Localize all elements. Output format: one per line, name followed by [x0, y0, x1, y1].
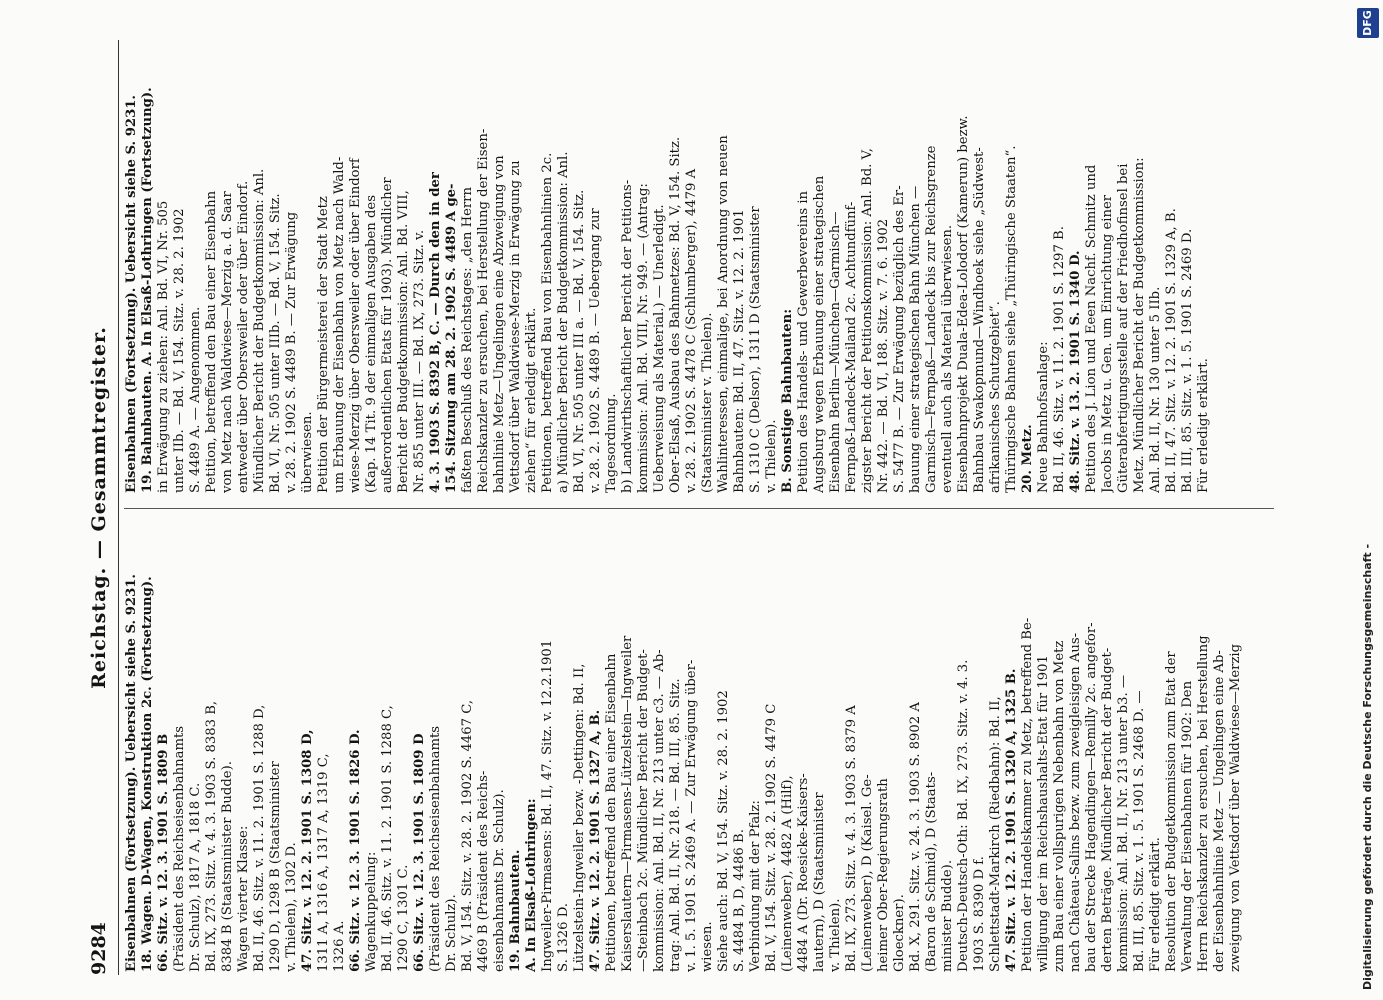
text-line: Bd. VI, Nr. 505 unter III a. — Bd. V, 154. Sitz. — [572, 189, 587, 493]
text-line: in Erwägung zu ziehen: Anl. Bd. VI, Nr. 505 — [156, 200, 171, 493]
text-line: 66. Sitz. v. 12. 3. 1901 S. 1809 B — [156, 733, 171, 972]
text-line: Petition, betreffend den Bau einer Eisenbahn — [204, 190, 219, 493]
header-rule — [118, 40, 119, 975]
text-line: v. 1. 5. 1901 S. 2469 A. — Zur Erwägung über- — [684, 659, 699, 972]
text-line: Dr. Schulz). — [444, 894, 459, 972]
text-line: 47. Sitz. v. 12. 2. 1901 S. 1308 D, — [300, 729, 315, 972]
text-line: Deutsch-Deutsch-Oth: Bd. IX, 273. Sitz. v. 4. 3. — [956, 659, 971, 972]
text-line: v. 28. 2. 1902 S. 4489 B. — Uebergang zur — [588, 208, 603, 493]
text-line: 66. Sitz. v. 12. 3. 1901 S. 1826 D. — [348, 729, 363, 972]
text-line: Bd. II, 47. Sitz. v. 12. 2. 1901 S. 1329 A, B. — [1164, 208, 1179, 493]
text-line: 1290 C, 1301 C. — [396, 864, 411, 972]
text-line: der Eisenbahnlinie Metz — Ungelingen eine Ab- — [1212, 650, 1227, 972]
text-line: bahnlinie Metz—Ungelingen eine Abzweigung von — [492, 155, 507, 493]
text-line: 20. Metz. — [1020, 424, 1035, 493]
text-line: 4469 B (Präsident des Reichs- — [476, 770, 491, 972]
text-line: um Erbauung der Eisenbahn von Metz nach Wald- — [332, 156, 347, 493]
text-line: kommission: Anl. Bd. II, Nr. 213 unter b3. — — [1116, 674, 1131, 972]
text-line: S. 5477 B. — Zur Erwägung bezüglich des Er- — [892, 185, 907, 493]
text-line: (Leinenweber), D (Kaisel. Ge- — [860, 774, 875, 972]
text-line: bau der Strecke Hagendingen—Remilly 2c. angefor- — [1084, 622, 1099, 972]
text-line: Neue Bahnhofsanlage: — [1036, 341, 1051, 493]
text-line: 4484 A (Dr. Roesicke-Kaisers- — [796, 773, 811, 972]
dfg-notice-text: Digitalisierung gefördert durch die Deutsche Forschungsgemeinschaft - — [1361, 543, 1374, 990]
text-line: Jacobs in Metz u. Gen. um Einrichtung einer — [1100, 194, 1115, 493]
text-line: Petition der Handelskammer zu Metz, betreffend Be- — [1020, 617, 1035, 972]
text-line: Fernpaß-Landeck-Mailand 2c. Achtundfünf- — [844, 201, 859, 493]
text-line: Bd. II, 46. Sitz. v. 11. 2. 1901 S. 1288 C, — [380, 705, 395, 972]
text-line: 48. Sitz. v. 13. 2. 1901 S. 1340 D. — [1068, 250, 1083, 493]
right-column — [124, 38, 1212, 493]
text-line: Bd. V, 154. Sitz. v. 28. 2. 1902 S. 4467 C, — [460, 699, 475, 972]
text-line: Mündlicher Bericht der Budgetkommission: Anl. — [252, 168, 267, 493]
text-line: v. Thielen). — [828, 898, 843, 972]
text-line: 1903 S. 8390 D f. — [972, 856, 987, 972]
text-line: 18. Wagen. D-Wagen, Konstruktion 2c. (Fortsetzung). — [140, 576, 155, 972]
text-line: ziehen“ für erledigt erklärt. — [524, 307, 539, 493]
text-line: Verwaltung der Eisenbahnen für 1902: Den — [1180, 680, 1195, 972]
text-line: Für erledigt erklärt. — [1196, 358, 1211, 493]
text-line: trag: Anl. Bd. II, Nr. 218. — Bd. III, 85. Sitz. — [668, 678, 683, 972]
text-line: 1326 A. — [332, 920, 347, 972]
text-line: Bd. III, 85. Sitz. v. 1. 5. 1901 S. 2468 D. — — [1132, 690, 1147, 972]
text-line: (Baron de Schmid), D (Staats- — [924, 771, 939, 972]
text-line: 8384 B (Staatsminister Budde). — [220, 761, 235, 972]
text-line: heimer Ober-Regierungsrath — [876, 778, 891, 972]
text-line: Vettsdorf über Waldwiese-Merzig in Erwägung zu — [508, 160, 523, 493]
digitization-notice — [1355, 0, 1383, 1000]
text-line: Güterabfertigungsstelle auf der Friedhofinsel bei — [1116, 163, 1131, 493]
text-line: Petition der Bürgermeisterei der Stadt Metz — [316, 196, 331, 493]
text-line: lautern), D (Staatsminister — [812, 792, 827, 972]
text-line: Bahnbau Swakopmund—Windhoek siehe „Südwest- — [972, 147, 987, 493]
text-line: Petitionen, betreffend Bau von Eisenbahnlinien 2c. — [540, 152, 555, 493]
text-line: Ueberweisung als Material.) — Unerledigt. — [652, 204, 667, 493]
text-line: Resolution der Budgetkommission zum Etat der — [1164, 651, 1179, 972]
text-line: derten Beträge. Mündlicher Bericht der Budget- — [1100, 647, 1115, 972]
text-line: Thüringische Bahnen siehe „Thüringische Staaten“. — [1004, 145, 1019, 493]
text-line: Eisenbahnprojekt Duala-Edea-Lolodorf (Kamerun) bezw. — [956, 115, 971, 493]
text-line: überwiesen. — [300, 411, 315, 493]
text-line: kommission: Anl. Bd. II, Nr. 213 unter c3. — Ab- — [652, 649, 667, 972]
text-line: minister Budde). — [940, 859, 955, 972]
text-line: Petition des Handels- und Gewerbevereins in — [796, 190, 811, 493]
text-line: 19. Bahnbauten. — [508, 849, 523, 972]
text-line: Petition des J. Lion und Eeen Nachf. Schmitz und — [1084, 164, 1099, 493]
text-line: Für erledigt erklärt. — [1148, 837, 1163, 972]
text-line: 154. Sitzung am 28. 2. 1902 S. 4489 A ge- — [444, 183, 459, 493]
text-line: 1311 A, 1316 A, 1317 A, 1319 C, — [316, 753, 331, 972]
text-line: eventuell auch als Material überwiesen. — [940, 224, 955, 493]
text-line: zigster Bericht der Petitionskommission: Anl. Bd. V, — [860, 148, 875, 493]
text-line: eisenbahnamts Dr. Schulz). — [492, 789, 507, 972]
text-line: Verbindung mit der Pfalz: — [748, 800, 763, 972]
text-line: Metz. Mündlicher Bericht der Budgetkommission: — [1132, 157, 1147, 493]
text-line: Eisenbahnen (Fortsetzung). Uebersicht siehe S. 9231. — [124, 573, 139, 972]
text-line: Petitionen, betreffend den Bau einer Eisenbahn — [604, 653, 619, 972]
text-line: unter IIb. — Bd. V, 154. Sitz. v. 28. 2. 1902 — [172, 208, 187, 493]
text-line: S. 1326 D. — [556, 903, 571, 972]
text-line: v. 28. 2. 1902 S. 4478 C (Schlumberger), 4479 A — [684, 168, 699, 493]
text-line: Tagesordnung. — [604, 393, 619, 493]
text-line: v. Thielen). — [764, 419, 779, 493]
text-line: Nr. 855 unter III. — Bd. IX, 273. Sitz. v. — [412, 229, 427, 493]
text-line: von Metz nach Waldwiese—Merzig a. d. Saar — [220, 191, 235, 493]
text-line: S. 4484 B, D, 4486 B. — [732, 829, 747, 972]
text-line: Dr. Schulz), 1817 A, 1818 C. — [188, 782, 203, 972]
text-line: Bd. II, 46. Sitz. v. 11. 2. 1901 S. 1288 D, — [252, 704, 267, 972]
page-number: 9284 — [88, 922, 110, 975]
text-line: (Kap. 14 Tit. 9 der einmaligen Ausgaben des — [364, 195, 379, 493]
text-line: entweder über Obersweiler oder über Eindorf. — [236, 180, 251, 493]
text-line: bauung einer strategischen Bahn München — — [908, 185, 923, 493]
text-line: Schlettstadt-Markirch (Riedbahn): Bd. II, — [988, 696, 1003, 972]
text-line: Herrn Reichskanzler zu ersuchen, bei Herstellung — [1196, 635, 1211, 972]
text-line: kommission: Anl. Bd. VIII, Nr. 949. — (Antrag: — [636, 183, 651, 493]
text-line: Anl. Bd. II, Nr. 130 unter 5 IIb. — [1148, 286, 1163, 493]
text-line: Bd. III, 85. Sitz. v. 1. 5. 1901 S. 2469 D. — [1180, 228, 1195, 493]
text-line: Augsburg wegen Erbauung einer strategischen — [812, 175, 827, 493]
text-line: v. Thielen), 1302 D. — [284, 842, 299, 972]
text-line: afrikanisches Schutzgebiet“. — [988, 301, 1003, 493]
text-line: Wagenkuppelung: — [364, 851, 379, 972]
text-line: B. Sonstige Bahnbauten: — [780, 308, 795, 493]
text-line: 66. Sitz. v. 12. 3. 1901 S. 1809 D — [412, 733, 427, 972]
text-line: Lützelstein-Ingweiler bezw. -Dettingen: Bd. II, — [572, 663, 587, 972]
text-line: zum Bau einer vollspurigen Nebenbahn von Metz — [1052, 640, 1067, 972]
text-line: außerordentlichen Etats für 1903). Mündlicher — [380, 177, 395, 493]
text-line: Garmisch—Fernpaß—Landeck bis zur Reichsgrenze — [924, 145, 939, 493]
text-line: zweigung von Vettsdorf über Waldwiese—Merzig — [1228, 643, 1243, 972]
text-line: Bd. X, 291. Sitz. v. 24. 3. 1903 S. 8902 A — [908, 702, 923, 972]
text-line: wiesen. — [700, 921, 715, 972]
text-line: Siehe auch: Bd. V, 154. Sitz. v. 28. 2. 1902 — [716, 690, 731, 972]
text-line: Eisenbahnen (Fortsetzung). Uebersicht siehe S. 9231. — [124, 94, 139, 493]
left-column — [124, 517, 1244, 972]
text-line: Bd. VI, Nr. 505 unter IIIb. — Bd. V, 154. Sitz. — [268, 193, 283, 493]
text-line: faßten Beschluß des Reichstages: „den Herrn — [460, 187, 475, 493]
text-line: wiese-Merzig über Obersweiler oder über Eindorf — [348, 158, 363, 493]
text-line: Bd. IX, 273. Sitz. v. 4. 3. 1903 S. 8383 B, — [204, 700, 219, 972]
text-line: 4. 3. 1903 S. 8392 B, C. — Durch den in der — [428, 172, 443, 493]
text-line: Eisenbahn Berlin—München—Garmisch— — [828, 211, 843, 493]
text-line: (Präsident des Reichseisenbahnamts — [428, 725, 443, 972]
text-line: (Präsident des Reichseisenbahnamts — [172, 725, 187, 972]
text-line: a) Mündlicher Bericht der Budgetkommission: Anl. — [556, 151, 571, 493]
text-line: (Leinenweber), 4482 A (Hilf), — [780, 775, 795, 972]
text-line: Bahnbauten: Bd. II, 47. Sitz. v. 12. 2. 1901 — [732, 209, 747, 493]
text-line: 47. Sitz. v. 12. 2. 1901 S. 1320 A, 1325 B. — [1004, 668, 1019, 972]
text-line: b) Landwirthschaftlicher Bericht der Petitions- — [620, 179, 635, 493]
text-line: Kaiserslautern—Pirmasens-Lützelstein—Ingweiler — [620, 635, 635, 972]
dfg-logo: DFG — [1357, 8, 1379, 38]
text-line: Ober-Elsaß, Ausbau des Bahnnetzes: Bd. V, 154. Sitz. — [668, 136, 683, 493]
page-header — [88, 40, 118, 975]
text-line: Bericht der Budgetkommission: Anl. Bd. VIII, — [396, 190, 411, 493]
text-line: 19. Bahnbauten. A. In Elsaß-Lothringen (Fortsetzung). — [140, 87, 155, 493]
text-line: Ingweiler-Pirmasens: Bd. II, 47. Sitz. v. 12.2.1901 — [540, 639, 555, 972]
text-line: v. 28. 2. 1902 S. 4489 B. — Zur Erwägung — [284, 211, 299, 493]
text-line: A. In Elsaß-Lothringen: — [524, 798, 539, 972]
text-line: willigung der im Reichshaushalts-Etat für 1901 — [1036, 655, 1051, 972]
column-divider — [124, 508, 1274, 509]
text-line: Wagen vierter Klasse: — [236, 825, 251, 972]
text-line: Nr. 442. — Bd. VI, 188. Sitz. v. 7. 6. 1902 — [876, 218, 891, 493]
text-line: 1290 D, 1298 B (Staatsminister — [268, 761, 283, 972]
text-line: S. 1310 C (Delsor), 1311 D (Staatsminister — [748, 206, 763, 493]
text-line: Bd. V, 154. Sitz. v. 28. 2. 1902 S. 4479 C — [764, 703, 779, 972]
text-line: —Steinbach 2c. Mündlicher Bericht der Budget- — [636, 649, 651, 972]
text-line: Bd. II, 46. Sitz. v. 11. 2. 1901 S. 1297 B. — [1052, 226, 1067, 493]
text-line: (Staatsminister v. Thielen). — [700, 312, 715, 493]
register-title: Reichstag. — Gesammtregister. — [88, 326, 110, 689]
text-line: Reichskanzler zu ersuchen, bei Herstellung der Eisen- — [476, 128, 491, 493]
text-line: Bd. IX, 273. Sitz. v. 4. 3. 1903 S. 8379 A — [844, 705, 859, 972]
text-line: 47. Sitz. v. 12. 2. 1901 S. 1327 A, B. — [588, 709, 603, 972]
text-line: nach Château-Salins bezw. zum zweigleisigen Aus- — [1068, 632, 1083, 972]
text-line: Gloeckner). — [892, 894, 907, 972]
text-line: S. 4489 A. — Angenommen. — [188, 306, 203, 493]
text-line: Wahlinteressen, einmalige, bei Anordnung von neuen — [716, 135, 731, 493]
